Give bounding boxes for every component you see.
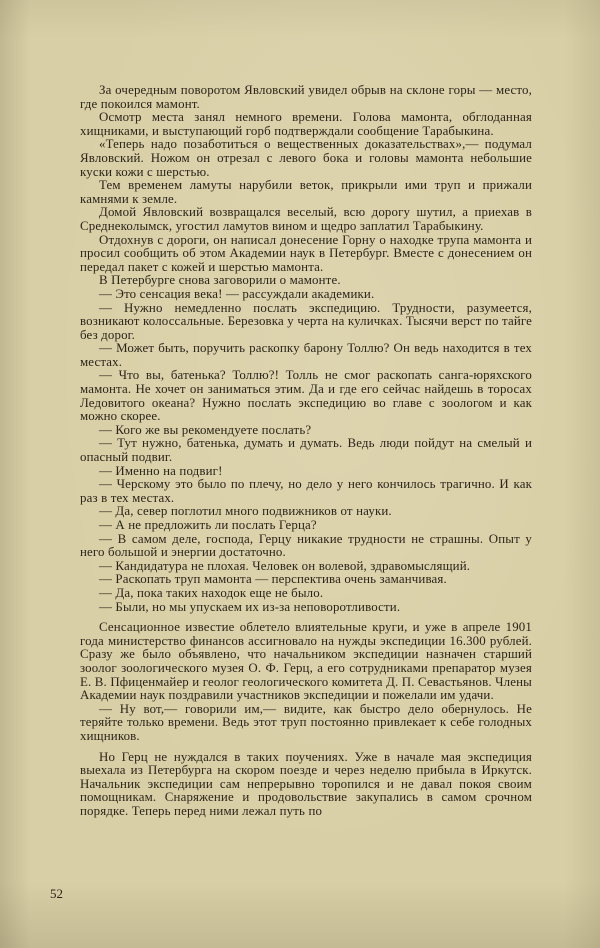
paragraph: — А не предложить ли послать Герца? xyxy=(99,518,317,532)
paragraph: — Кого же вы рекомендуете послать? xyxy=(99,422,312,437)
paragraph: — Да, пока таких находок еще не было. xyxy=(99,585,324,600)
paragraph: — Что вы, батенька? Толлю?! Толль не смог раскопать санга-юряхского мамонта. Не хочет он заниматься этим. Да и где его сейчас найдешь в торосах Ледовитого океана? Нужно послать экспедицию во главе с зоологом и как можно скорее. xyxy=(80,368,532,424)
paragraph: «Теперь надо позаботиться о вещественных доказательствах»,— подумал Явловский. Ножом он отрезал с левого бока и головы мамонта небольшие куски кожи с шерстью. xyxy=(80,137,532,179)
paragraph: — Да, север поглотил много подвижников от науки. xyxy=(99,504,392,519)
paragraph: — Может быть, поручить раскопку барону Толлю? Он ведь находится в тех местах. xyxy=(80,341,532,369)
text-block xyxy=(80,84,532,818)
paragraph: Но Герц не нуждался в таких поучениях. Уже в начале мая экспедиция выехала из Петербурга на скором поезде и через неделю прибыла в Иркутск. Начальник экспедиции сам непрерывно торопился и не давал покоя своим помощникам. Снаряжение и продовольствие закупались в самом срочном порядке. Теперь перед ними лежал путь по xyxy=(80,749,532,818)
paragraph: — Были, но мы упускаем их из-за неповоротливости. xyxy=(99,599,401,614)
page-number: 52 xyxy=(50,886,63,901)
paragraph: Сенсационное известие облетело влиятельные круги, и уже в апреле 1901 года министерство финансов ассигновало на нужды экспедиции 16.300 рублей. Сразу же было объявлено, что начальником экспедиции назначен старший зоолог зоологического музея О. Ф. Герц, а его сотрудниками препаратор музея Е. В. Пфиценмайер и геолог геологического комитета Д. П. Севастьянов. Члены Академии наук поздравили участников экспедиции и пожелали им удачи. xyxy=(80,620,532,703)
paragraph: — В самом деле, господа, Герцу никакие трудности не страшны. Опыт у него большой и энергии достаточно. xyxy=(80,531,532,560)
paragraph: Тем временем ламуты нарубили веток, прикрыли ими труп и прижали камнями к земле. xyxy=(80,178,532,206)
paragraph: — Это сенсация века! — рассуждали академики. xyxy=(99,286,375,301)
paragraph: В Петербурге снова заговорили о мамонте. xyxy=(99,273,341,288)
paragraph: — Черскому это было по плечу, но дело у него кончилось трагично. И как раз в тех местах. xyxy=(80,477,532,505)
paragraph: Домой Явловский возвращался веселый, всю дорогу шутил, а приехав в Среднеколымск, угостил ламутов вином и щедро заплатил Тарабыкину. xyxy=(80,205,532,233)
paragraph: — Кандидатура не плохая. Человек он волевой, здравомыслящий. xyxy=(99,558,471,573)
paragraph: Осмотр места занял немного времени. Голова мамонта, обглоданная хищниками, и выступающий горб подтверждали сообщение Тарабыкина. xyxy=(80,110,532,138)
paragraph: — Ну вот,— говорили им,— видите, как быстро дело обернулось. Не теряйте только времени. Ведь этот труп постоянно привлекает к себе голодных хищников. xyxy=(80,701,532,743)
paragraph: — Тут нужно, батенька, думать и думать. Ведь люди пойдут на смелый и опасный подвиг. xyxy=(80,436,532,465)
paragraph: — Нужно немедленно послать экспедицию. Трудности, разумеется, возникают колоссальные. Березовка у черта на куличках. Тысячи верст по тайге без дорог. xyxy=(80,300,532,342)
paragraph: — Именно на подвиг! xyxy=(99,463,223,478)
paragraph: Отдохнув с дороги, он написал донесение Горну о находке трупа мамонта и просил сообщить об этом Академии наук в Петербург. Вместе с донесением он передал пакет с кожей и шерстью мамонта. xyxy=(80,232,532,274)
paragraph: — Раскопать труп мамонта — перспектива очень заманчивая. xyxy=(99,572,447,587)
paragraph: За очередным поворотом Явловский увидел обрыв на склоне горы — место, где покоился мамонт. xyxy=(80,83,532,111)
